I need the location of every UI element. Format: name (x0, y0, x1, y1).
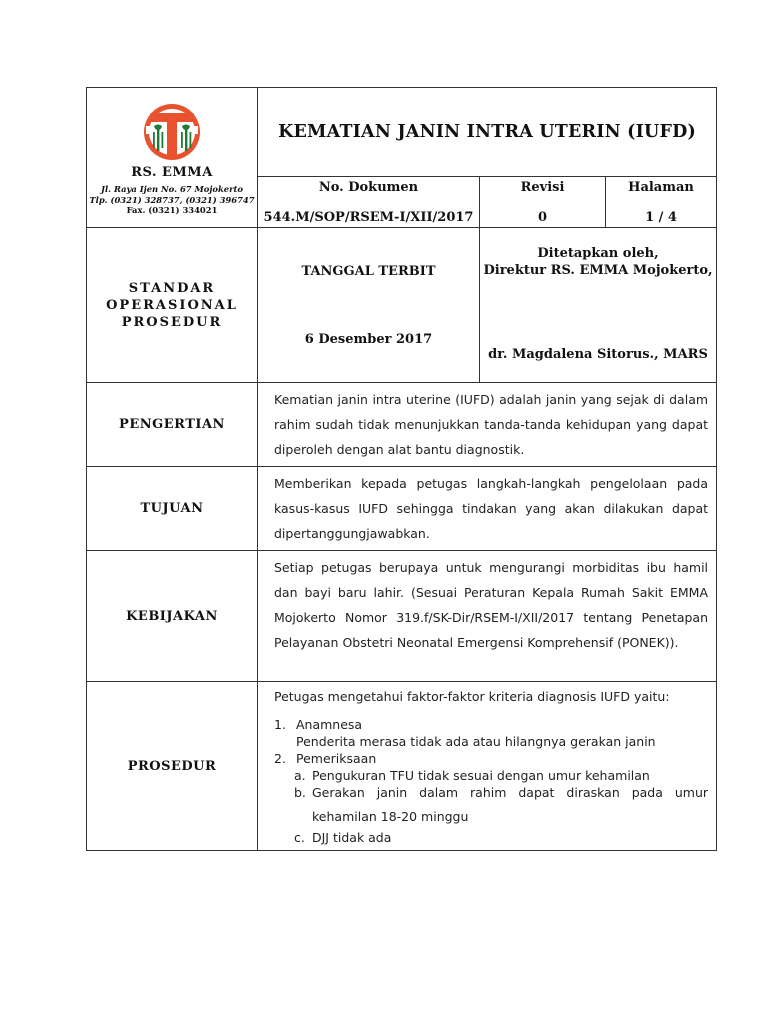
rs-emma-logo-icon (142, 102, 202, 162)
procedure-substep (274, 829, 708, 846)
document-title: KEMATIAN JANIN INTRA UTERIN (IUFD) (258, 88, 717, 177)
substep-letter: c. (294, 830, 305, 845)
revision-value: 0 (537, 210, 548, 225)
page-label: Halaman (628, 180, 694, 195)
approved-by-title: Direktur RS. EMMA Mojokerto, (483, 263, 713, 278)
hospital-contact (87, 184, 257, 216)
page-value: 1 / 4 (645, 210, 677, 225)
revision-label: Revisi (520, 180, 565, 195)
section-body-prosedur (258, 682, 717, 851)
sop-label-line: STANDAR (128, 280, 216, 296)
sop-document (86, 87, 716, 851)
doc-number-label: No. Dokumen (318, 180, 419, 195)
sop-table (86, 87, 717, 851)
step-title: Pemeriksaan (296, 751, 377, 766)
section-label-tujuan: TUJUAN (87, 467, 258, 551)
substep-text: Pengukuran TFU tidak sesuai dengan umur kehamilan (312, 768, 650, 783)
sop-label (87, 228, 258, 383)
issue-date-label: TANGGAL TERBIT (301, 264, 436, 279)
section-body-pengertian: Kematian janin intra uterine (IUFD) adalah janin yang sejak di dalam rahim sudah tidak menunjukkan tanda-tanda kehidupan yang dapat diperoleh dengan alat bantu diagnostik. (258, 383, 717, 467)
hospital-header (87, 88, 258, 228)
section-label-pengertian: PENGERTIAN (87, 383, 258, 467)
section-label-prosedur: PROSEDUR (87, 682, 258, 851)
step-number: 1. (274, 717, 286, 732)
section-body-tujuan: Memberikan kepada petugas langkah-langkah pengelolaan pada kasus-kasus IUFD sehingga tindakan yang akan dilakukan dapat dipertanggungjawabkan. (258, 467, 717, 551)
section-body-kebijakan: Setiap petugas berupaya untuk mengurangi morbiditas ibu hamil dan bayi baru lahir. (Sesuai Peraturan Kepala Rumah Sakit EMMA Mojokerto Nomor 319.f/SK-Dir/RSEM-I/XII/2017 tentang Penetapan Pelayanan Obstetri Neonatal Emergensi Komprehensif (PONEK)). (258, 551, 717, 682)
approved-by-label: Ditetapkan oleh, (537, 246, 659, 261)
substep-letter: a. (294, 768, 306, 783)
doc-number-cell (258, 177, 480, 228)
revision-cell (480, 177, 606, 228)
hospital-name: RS. EMMA (131, 165, 213, 180)
substep-letter: b. (294, 785, 306, 800)
sop-label-line: PROSEDUR (121, 314, 223, 330)
issue-date-cell (258, 228, 480, 383)
substep-text: DJJ tidak ada (312, 830, 392, 845)
issue-date-value: 6 Desember 2017 (304, 332, 433, 347)
section-label-kebijakan: KEBIJAKAN (87, 551, 258, 682)
procedure-substep (274, 781, 708, 829)
approval-cell (480, 228, 717, 383)
procedure-intro: Petugas mengetahui faktor-faktor kriteria diagnosis IUFD yaitu: (274, 689, 670, 704)
sop-label-line: OPERASIONAL (106, 297, 238, 313)
approver-name: dr. Magdalena Sitorus., MARS (488, 347, 708, 362)
hospital-fax: Fax. (0321) 334021 (126, 205, 218, 215)
hospital-phone: Tlp. (0321) 328737, (0321) 396747 (89, 194, 255, 205)
substep-text: Gerakan janin dalam rahim dapat diraskan pada umur kehamilan 18-20 minggu (312, 785, 709, 824)
procedure-step (274, 716, 708, 750)
step-detail: Penderita merasa tidak ada atau hilangnya gerakan janin (296, 734, 656, 749)
step-title: Anamnesa (296, 717, 363, 732)
step-number: 2. (274, 751, 286, 766)
procedure-step (274, 750, 708, 767)
doc-number-value: 544.M/SOP/RSEM-I/XII/2017 (263, 210, 474, 225)
hospital-address: Jl. Raya Ijen No. 67 Mojokerto (100, 184, 243, 194)
page-cell (606, 177, 717, 228)
